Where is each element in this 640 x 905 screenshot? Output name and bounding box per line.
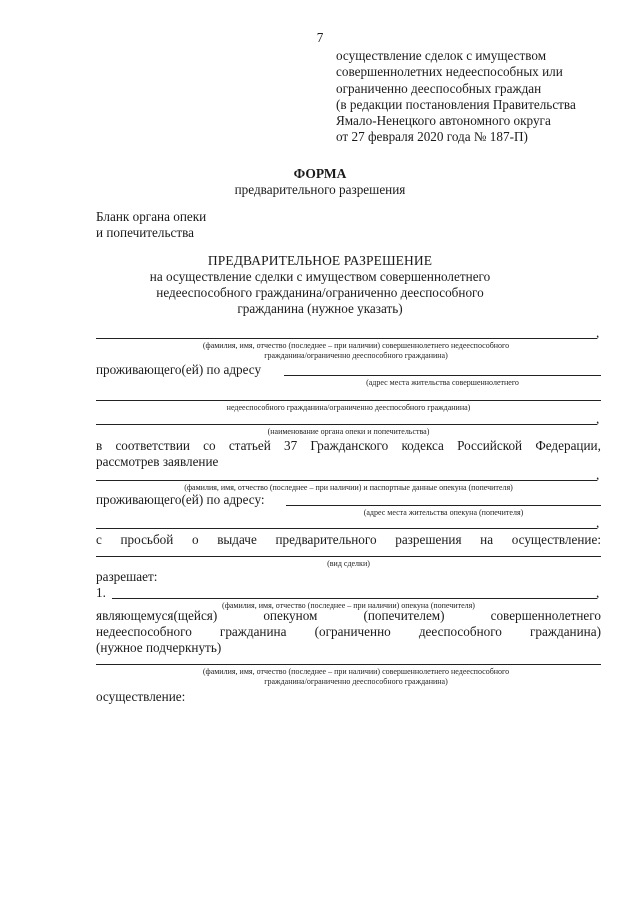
word: осуществление: <box>511 532 601 547</box>
underline-needed: (нужное подчеркнуть) <box>96 640 222 655</box>
word: (попечителем) <box>363 608 445 623</box>
word: опекуном <box>263 608 318 623</box>
address-ward-field-2[interactable] <box>96 400 601 401</box>
being-guardian-text <box>96 608 601 624</box>
request-text <box>96 532 601 548</box>
header-line: осуществление сделок с имуществом <box>336 48 547 63</box>
comma: , <box>596 325 600 340</box>
header-line: от 27 февраля 2020 года № 187-П) <box>336 129 528 145</box>
address-ward-hint: (адрес места жительства совершеннолетнего <box>366 378 519 387</box>
guardian-address-hint: (адрес места жительства опекуна (попечителя) <box>363 508 524 517</box>
blank-line: Бланк органа опеки <box>96 209 207 224</box>
considered-label: рассмотрев заявление <box>96 454 219 469</box>
word: предварительного <box>275 532 377 547</box>
word: гражданина) <box>530 624 601 639</box>
word: являющемуся(щейся) <box>96 608 218 623</box>
header-line: Ямало-Ненецкого автономного округа <box>336 113 551 129</box>
document-subtitle-line: гражданина (нужное указать) <box>237 301 403 316</box>
fio-ward-hint: гражданина/ограниченно дееспособного гражданина) <box>264 677 448 686</box>
permits-label: разрешает: <box>96 569 158 584</box>
word: соответствии <box>115 438 190 453</box>
form-subtitle: предварительного разрешения <box>234 182 406 197</box>
word: кодекса <box>401 438 444 453</box>
address-ward-field[interactable] <box>284 375 601 376</box>
comma: , <box>596 585 600 600</box>
header-line: (в редакции постановления Правительства <box>336 96 576 112</box>
word: Федерации, <box>535 438 601 453</box>
guardian-address-field-2[interactable] <box>96 528 597 529</box>
word: совершеннолетнего <box>490 608 601 623</box>
address-ward-hint: недееспособного гражданина/ограниченно дееспособного гражданина) <box>226 403 471 412</box>
blank-line: и попечительства <box>96 225 195 240</box>
guardian-passport-field[interactable] <box>96 480 597 481</box>
accordance-text <box>96 438 601 454</box>
word: на <box>480 532 494 547</box>
form-title: ФОРМА <box>293 166 347 181</box>
guardianship-body-field[interactable] <box>96 424 597 425</box>
word: гражданина <box>219 624 287 639</box>
word: статьей <box>228 438 271 453</box>
word: Российской <box>457 438 523 453</box>
document-subtitle-line: недееспособного гражданина/ограниченно дееспособного <box>156 285 484 300</box>
document-title: ПРЕДВАРИТЕЛЬНОЕ РАЗРЕШЕНИЕ <box>207 253 433 268</box>
deal-type-hint: (вид сделки) <box>327 559 370 568</box>
header-block <box>336 48 626 146</box>
word: о <box>191 532 199 547</box>
comma: , <box>596 411 600 426</box>
word: разрешения <box>395 532 462 547</box>
deal-type-field[interactable] <box>96 556 601 557</box>
header-line: ограниченно дееспособных граждан <box>336 80 542 96</box>
guardian-address-field[interactable] <box>286 505 601 506</box>
document-subtitle-line: на осуществление сделки с имуществом совершеннолетнего <box>149 269 491 284</box>
page-number: 7 <box>316 30 324 45</box>
header-line: совершеннолетних недееспособных или <box>336 64 563 80</box>
word: Гражданского <box>310 438 389 453</box>
comma: , <box>596 515 600 530</box>
guardian-passport-hint: (фамилия, имя, отчество (последнее – при наличии) и паспортные данные опекуна (попечителя) <box>184 483 513 492</box>
fio-ward-field-2[interactable] <box>96 664 601 665</box>
guardianship-body-hint: (наименование органа опеки и попечительства) <box>267 427 430 436</box>
fio-ward-hint: гражданина/ограниченно дееспособного гражданина) <box>264 351 448 360</box>
word: просьбой <box>120 532 174 547</box>
incapable-text <box>96 624 601 640</box>
word: со <box>203 438 216 453</box>
item-number: 1. <box>96 585 106 600</box>
blank-label <box>96 209 296 241</box>
fio-ward-field[interactable] <box>96 338 597 339</box>
fio-ward-hint: (фамилия, имя, отчество (последнее – при наличии) совершеннолетнего недееспособного <box>202 667 510 676</box>
word: недееспособного <box>96 624 192 639</box>
word: 37 <box>284 438 298 453</box>
word: выдаче <box>217 532 257 547</box>
implementation-label: осуществление: <box>96 689 186 704</box>
guardian-fio-hint: (фамилия, имя, отчество (последнее – при наличии) опекуна (попечителя) <box>222 601 475 610</box>
fio-ward-hint: (фамилия, имя, отчество (последнее – при наличии) совершеннолетнего недееспособного <box>202 341 510 350</box>
word: (ограниченно <box>314 624 391 639</box>
word: в <box>96 438 103 453</box>
comma: , <box>596 467 600 482</box>
word: дееспособного <box>418 624 502 639</box>
word: с <box>96 532 102 547</box>
document-subtitle <box>0 269 640 317</box>
guardian-fio-field[interactable] <box>112 598 597 599</box>
residing-label-2: проживающего(ей) по адресу: <box>96 492 265 507</box>
residing-label: проживающего(ей) по адресу <box>96 362 262 377</box>
